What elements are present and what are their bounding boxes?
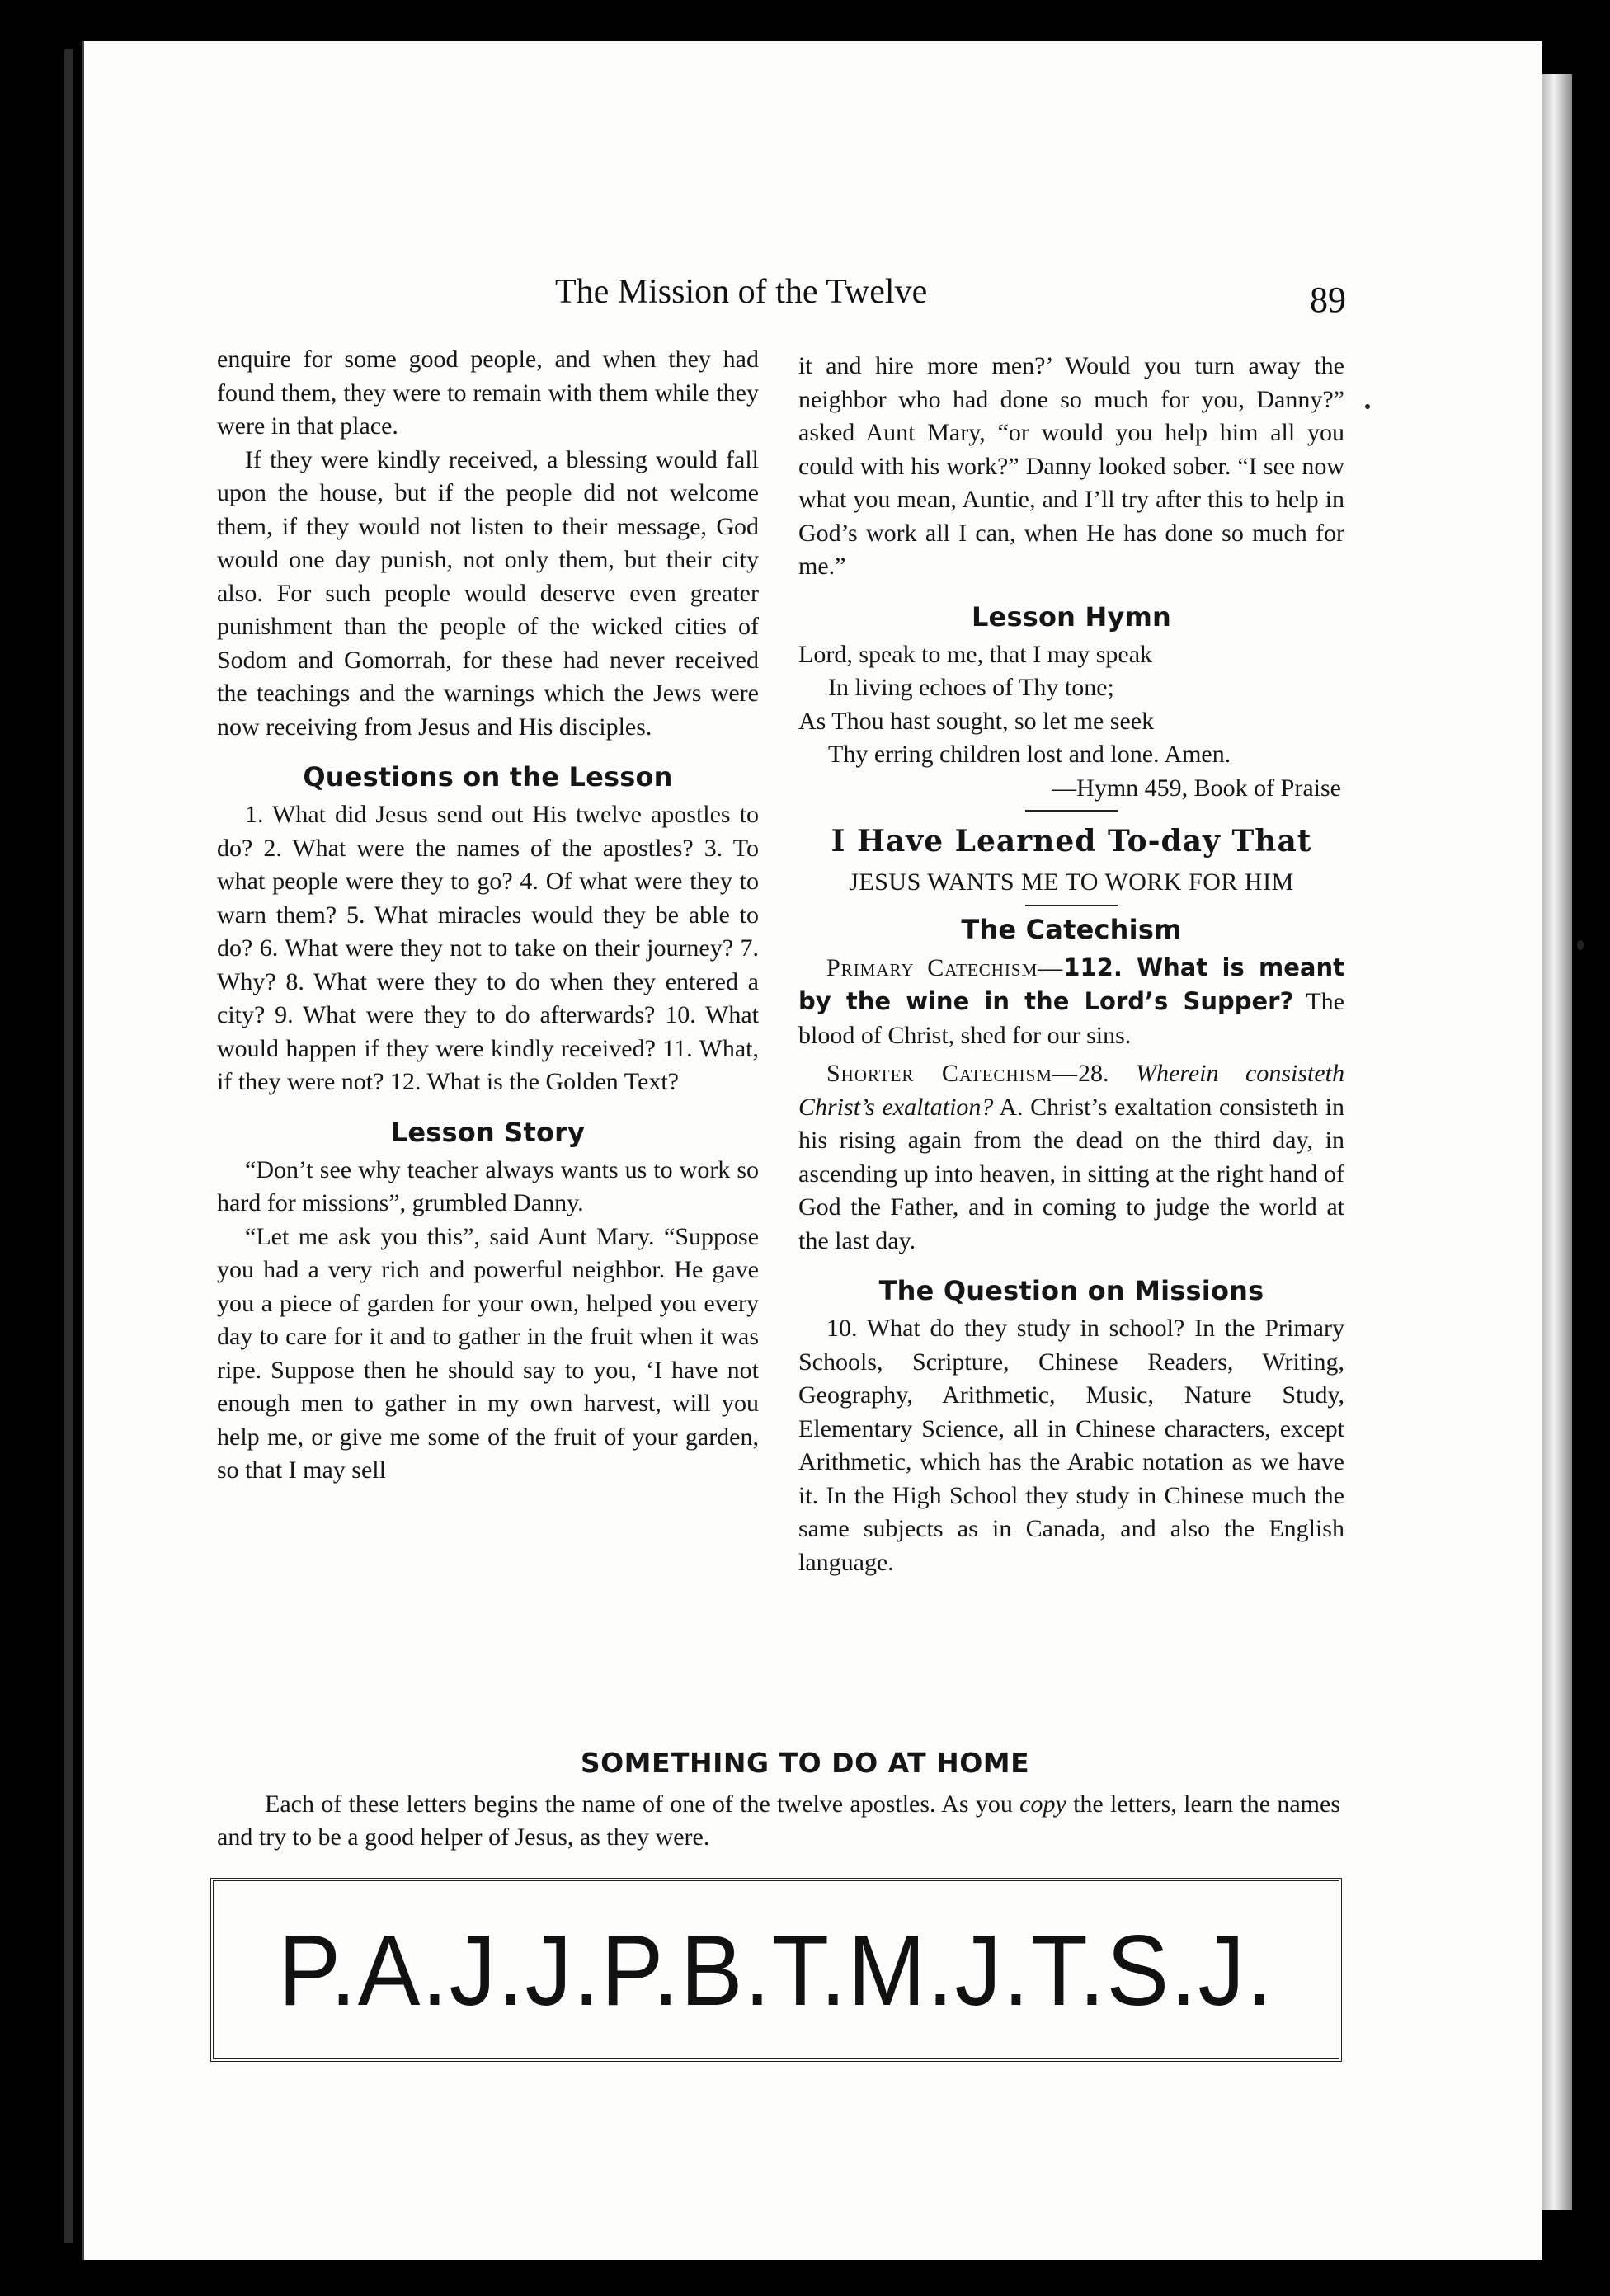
left-column [217, 343, 759, 1488]
instructions-text: Each of these letters begins the name of one of the twelve apostles. As you [265, 1790, 1020, 1818]
ink-speck [1577, 940, 1584, 950]
apostle-initials: P.A.J.J.P.B.T.M.J.T.S.J. [278, 1913, 1274, 2026]
primary-catechism-label: Primary Catechism— [826, 953, 1064, 981]
ink-speck [1365, 404, 1370, 409]
primary-catechism-question: 112. What is meant by the wine in the Lord’s Supper? [798, 953, 1344, 1015]
hymn-source: —Hymn 459, Book of Praise [1052, 774, 1341, 802]
book-right-edge [1542, 74, 1572, 2210]
shorter-catechism-answer: A. Christ’s exaltation consisteth in his rising again from the dead on the third day, in ascending up into heaven, in sitting at the right hand of God the Father, and in coming to judge the world at the last day. [798, 1093, 1344, 1254]
hymn-line: Lord, speak to me, that I may speak [798, 640, 1153, 668]
running-header-title: The Mission of the Twelve [555, 273, 928, 311]
home-activity-instructions [217, 1788, 1340, 1854]
section-heading-catechism: The Catechism [961, 913, 1182, 945]
book-left-edge [64, 49, 73, 2243]
primary-catechism [798, 951, 1344, 1053]
page-number: 89 [1310, 280, 1346, 320]
section-heading-story: Lesson Story [390, 1116, 586, 1148]
shorter-catechism-question: Wherein consisteth Christ’s exaltation? [798, 1060, 1344, 1121]
body-paragraph: enquire for some good people, and when they had found them, they were to remain with them while they were in that place. [217, 346, 759, 440]
home-activity-heading: SOMETHING TO DO AT HOME [580, 1747, 1030, 1779]
section-heading-hymn: Lesson Hymn [971, 600, 1172, 633]
hymn-line: In living echoes of Thy tone; [828, 674, 1114, 701]
story-paragraph: “Don’t see why teacher always wants us to work so hard for missions”, grumbled Danny. [217, 1155, 759, 1216]
story-continuation: it and hire more men?’ Would you turn away the neighbor who had done so much for you, Danny?” asked Aunt Mary, “or would you help him all you could with his work?” Danny looked sober. “I see now what you mean, Auntie, and I’ll try after this to help in God’s work all I can, when He has done so much for me.” [798, 352, 1344, 580]
hymn-line: As Thou hast sought, so let me seek [798, 707, 1155, 735]
instructions-text: the letters, learn the names and try to be a good helper of Jesus, as they were. [217, 1790, 1340, 1851]
learned-text: JESUS WANTS ME TO WORK FOR HIM [849, 868, 1294, 896]
shorter-catechism-label: Shorter Catechism— [826, 1060, 1078, 1087]
section-heading-missions: The Question on Missions [878, 1275, 1264, 1306]
missions-paragraph: 10. What do they study in school? In the Primary Schools, Scripture, Chinese Readers, Writing, Geography, Arithmetic, Music, Nature Study, Elementary Science, all in Chinese characters, except Arithmetic, which has the Arabic notation as we have it. In the High School they study in Chinese much the same subjects as in Canada, and also the English language. [798, 1315, 1344, 1576]
divider-rule [1025, 810, 1118, 812]
page-gutter [82, 41, 84, 2260]
section-heading-questions: Questions on the Lesson [303, 761, 673, 793]
hymn-line: Thy erring children lost and lone. Amen. [828, 741, 1231, 768]
instructions-emphasis: copy [1019, 1790, 1066, 1818]
shorter-catechism [798, 1057, 1344, 1258]
shorter-catechism-number: 28. [1077, 1060, 1109, 1087]
story-paragraph: “Let me ask you this”, said Aunt Mary. “Suppose you had a very rich and powerful neighbor. He gave you a piece of garden for your own, helped you every day to care for it and to gather in the fruit when it was ripe. Suppose then he should say to you, ‘I have not enough men to gather in my own harvest, will you help me, or give me some of the fruit of your garden, so that I may sell [217, 1222, 759, 1484]
apostle-letters-box [210, 1878, 1342, 2062]
questions-paragraph: 1. What did Jesus send out His twelve apostles to do? 2. What were the names of the apostles? 3. To what people were they to go? 4. Of what were they to warn them? 5. What miracles would they be able to do? 6. What were they not to take on their journey? 7. Why? 8. What were they to do when they entered a city? 9. What were they to do afterwards? 10. What would happen if they were kindly received? 11. What, if they were not? 12. What is the Golden Text? [217, 801, 759, 1095]
body-paragraph: If they were kindly received, a blessing would fall upon the house, but if the people did not welcome them, if they would not listen to their message, God would one day punish, not only them, but their city also. For such people would deserve even greater punishment than the people of the wicked cities of Sodom and Gomorrah, for these had never received the teachings and the warnings which the Jews were now receiving from Jesus and His disciples. [217, 445, 759, 741]
right-column [798, 350, 1344, 1579]
divider-rule [1025, 905, 1118, 906]
primary-catechism-answer: The blood of Christ, shed for our sins. [798, 988, 1344, 1049]
learned-heading: I Have Learned To-day That [831, 824, 1312, 859]
